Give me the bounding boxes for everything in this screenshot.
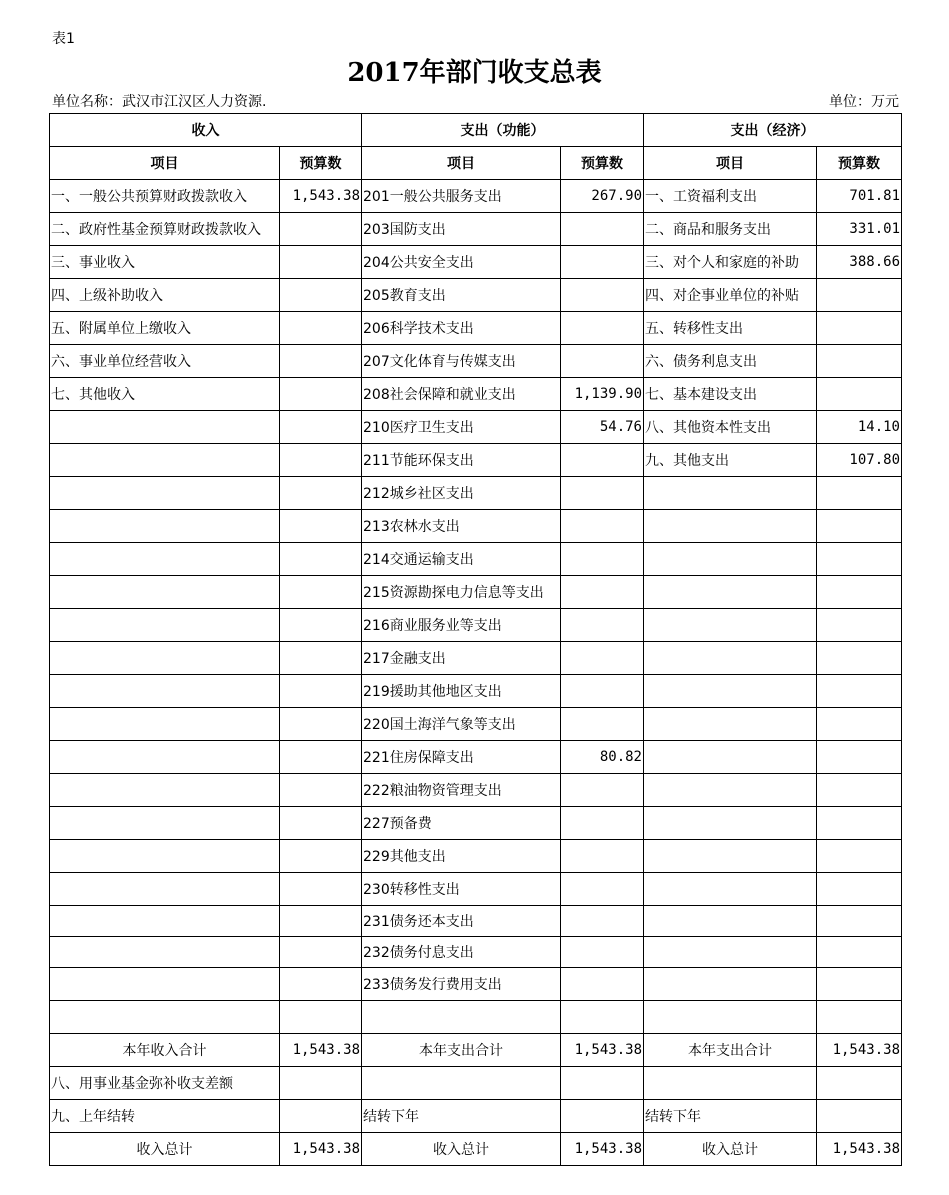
income-budget (280, 279, 362, 312)
income-budget (280, 906, 362, 937)
table-row (50, 708, 902, 741)
econ-budget (817, 840, 902, 873)
carry-forward-label: 结转下年 (644, 1100, 817, 1133)
table-row (50, 411, 902, 444)
income-item (50, 1001, 280, 1034)
income-item (50, 477, 280, 510)
econ-item (644, 510, 817, 543)
income-item (50, 708, 280, 741)
currency-unit: 单位：万元 (829, 94, 899, 110)
table-row (50, 444, 902, 477)
func-item: 203国防支出 (362, 213, 561, 246)
econ-item: 八、其他资本性支出 (644, 411, 817, 444)
income-budget (280, 807, 362, 840)
table-row (50, 906, 902, 937)
carry-forward-label: 结转下年 (362, 1100, 561, 1133)
income-item: 五、附属单位上缴收入 (50, 312, 280, 345)
exp-econ-header: 支出（经济） (644, 114, 902, 147)
income-item (50, 609, 280, 642)
func-budget (561, 774, 644, 807)
econ-budget: 331.01 (817, 213, 902, 246)
col-header-budget: 预算数 (280, 147, 362, 180)
econ-item (644, 609, 817, 642)
econ-budget (817, 378, 902, 411)
func-item: 217金融支出 (362, 642, 561, 675)
econ-item: 六、债务利息支出 (644, 345, 817, 378)
income-budget: 1,543.38 (280, 180, 362, 213)
func-item: 227预备费 (362, 807, 561, 840)
func-item: 212城乡社区支出 (362, 477, 561, 510)
income-item (50, 543, 280, 576)
subtotal-value: 1,543.38 (280, 1034, 362, 1067)
econ-budget (817, 807, 902, 840)
func-item: 201一般公共服务支出 (362, 180, 561, 213)
econ-budget: 388.66 (817, 246, 902, 279)
econ-item (644, 840, 817, 873)
func-item: 220国土海洋气象等支出 (362, 708, 561, 741)
table-row (50, 213, 902, 246)
func-budget (561, 807, 644, 840)
func-budget: 80.82 (561, 741, 644, 774)
table-row (50, 741, 902, 774)
econ-item: 二、商品和服务支出 (644, 213, 817, 246)
carryover-row (50, 1100, 902, 1133)
econ-item (644, 708, 817, 741)
income-item (50, 937, 280, 968)
econ-item (644, 1001, 817, 1034)
func-item: 216商业服务业等支出 (362, 609, 561, 642)
func-budget (561, 708, 644, 741)
func-budget (561, 213, 644, 246)
econ-budget (817, 774, 902, 807)
econ-item (644, 543, 817, 576)
func-budget (561, 937, 644, 968)
income-budget (280, 774, 362, 807)
econ-budget (817, 906, 902, 937)
econ-budget (817, 279, 902, 312)
func-item: 210医疗卫生支出 (362, 411, 561, 444)
func-budget (561, 906, 644, 937)
table-row (50, 873, 902, 906)
func-budget (561, 246, 644, 279)
income-budget (280, 873, 362, 906)
col-header-item: 项目 (644, 147, 817, 180)
func-budget (561, 477, 644, 510)
table-row (50, 675, 902, 708)
econ-budget (817, 873, 902, 906)
header-row-columns (50, 147, 902, 180)
income-item: 六、事业单位经营收入 (50, 345, 280, 378)
income-item (50, 906, 280, 937)
subtotal-value: 1,543.38 (561, 1034, 644, 1067)
grand-total-row (50, 1133, 902, 1166)
income-budget (280, 312, 362, 345)
table-row (50, 840, 902, 873)
func-item: 222粮油物资管理支出 (362, 774, 561, 807)
econ-item (644, 873, 817, 906)
income-budget (280, 642, 362, 675)
table-row (50, 576, 902, 609)
income-budget (280, 741, 362, 774)
econ-item: 五、转移性支出 (644, 312, 817, 345)
exp-func-header: 支出（功能） (362, 114, 644, 147)
econ-budget (817, 675, 902, 708)
income-item (50, 642, 280, 675)
income-budget (280, 246, 362, 279)
func-item: 204公共安全支出 (362, 246, 561, 279)
income-item (50, 510, 280, 543)
func-item: 208社会保障和就业支出 (362, 378, 561, 411)
table-cell (644, 1067, 817, 1100)
func-budget (561, 642, 644, 675)
total-value: 1,543.38 (817, 1133, 902, 1166)
table-row (50, 378, 902, 411)
econ-budget: 14.10 (817, 411, 902, 444)
table-cell (280, 1067, 362, 1100)
econ-budget (817, 510, 902, 543)
func-budget (561, 873, 644, 906)
econ-budget (817, 1001, 902, 1034)
total-value: 1,543.38 (280, 1133, 362, 1166)
table-row (50, 543, 902, 576)
func-budget (561, 840, 644, 873)
table-cell (280, 1100, 362, 1133)
income-item: 三、事业收入 (50, 246, 280, 279)
econ-budget (817, 576, 902, 609)
econ-item (644, 774, 817, 807)
econ-item (644, 937, 817, 968)
econ-item (644, 642, 817, 675)
func-budget (561, 279, 644, 312)
econ-budget (817, 345, 902, 378)
subtotal-row (50, 1034, 902, 1067)
total-value: 1,543.38 (561, 1133, 644, 1166)
table-body (50, 180, 902, 1034)
col-header-item: 项目 (50, 147, 280, 180)
fund-balance-label: 八、用事业基金弥补收支差额 (50, 1067, 280, 1100)
table-row (50, 477, 902, 510)
func-item: 229其他支出 (362, 840, 561, 873)
table-row (50, 968, 902, 1001)
table-cell (561, 1067, 644, 1100)
col-header-item: 项目 (362, 147, 561, 180)
econ-item: 七、基本建设支出 (644, 378, 817, 411)
income-budget (280, 378, 362, 411)
func-budget (561, 675, 644, 708)
income-item (50, 774, 280, 807)
table-cell (817, 1067, 902, 1100)
func-budget (561, 576, 644, 609)
econ-item: 四、对企事业单位的补贴 (644, 279, 817, 312)
func-item: 221住房保障支出 (362, 741, 561, 774)
table-row (50, 642, 902, 675)
income-budget (280, 510, 362, 543)
table-row (50, 1001, 902, 1034)
income-item (50, 873, 280, 906)
income-budget (280, 444, 362, 477)
func-item: 219援助其他地区支出 (362, 675, 561, 708)
subtotal-value: 1,543.38 (817, 1034, 902, 1067)
total-label: 收入总计 (50, 1133, 280, 1166)
table-row (50, 937, 902, 968)
func-item (362, 1001, 561, 1034)
table-row (50, 609, 902, 642)
func-item: 215资源勘探电力信息等支出 (362, 576, 561, 609)
col-header-budget: 预算数 (561, 147, 644, 180)
func-item: 230转移性支出 (362, 873, 561, 906)
econ-item (644, 675, 817, 708)
total-label: 收入总计 (644, 1133, 817, 1166)
table-row (50, 180, 902, 213)
econ-item (644, 741, 817, 774)
income-budget (280, 840, 362, 873)
unit-name: 单位名称：武汉市江汉区人力资源. (52, 94, 267, 110)
table-row (50, 345, 902, 378)
func-budget (561, 345, 644, 378)
table-row (50, 279, 902, 312)
econ-budget: 107.80 (817, 444, 902, 477)
income-item (50, 840, 280, 873)
table-number: 表1 (52, 31, 75, 47)
econ-item (644, 968, 817, 1001)
econ-item: 九、其他支出 (644, 444, 817, 477)
func-item: 213农林水支出 (362, 510, 561, 543)
table-row (50, 246, 902, 279)
econ-budget (817, 543, 902, 576)
econ-budget (817, 968, 902, 1001)
income-budget (280, 708, 362, 741)
income-budget (280, 576, 362, 609)
func-budget: 1,139.90 (561, 378, 644, 411)
func-budget (561, 968, 644, 1001)
func-item: 232债务付息支出 (362, 937, 561, 968)
func-item: 231债务还本支出 (362, 906, 561, 937)
func-budget (561, 1001, 644, 1034)
income-budget (280, 477, 362, 510)
page-title: 2017年部门收支总表 (347, 58, 602, 88)
income-item (50, 444, 280, 477)
econ-item: 一、工资福利支出 (644, 180, 817, 213)
econ-budget (817, 937, 902, 968)
econ-budget (817, 609, 902, 642)
table-cell (561, 1100, 644, 1133)
income-budget (280, 345, 362, 378)
func-budget (561, 312, 644, 345)
func-budget (561, 543, 644, 576)
income-item: 二、政府性基金预算财政拨款收入 (50, 213, 280, 246)
econ-budget (817, 477, 902, 510)
econ-item (644, 807, 817, 840)
table-cell (362, 1067, 561, 1100)
income-item (50, 675, 280, 708)
income-item (50, 741, 280, 774)
income-header: 收入 (50, 114, 362, 147)
func-item: 233债务发行费用支出 (362, 968, 561, 1001)
income-item: 一、一般公共预算财政拨款收入 (50, 180, 280, 213)
income-item: 四、上级补助收入 (50, 279, 280, 312)
econ-item (644, 906, 817, 937)
income-item (50, 576, 280, 609)
func-budget (561, 444, 644, 477)
func-item: 205教育支出 (362, 279, 561, 312)
func-item: 214交通运输支出 (362, 543, 561, 576)
income-budget (280, 1001, 362, 1034)
func-item: 207文化体育与传媒支出 (362, 345, 561, 378)
budget-table (49, 113, 902, 1166)
income-budget (280, 543, 362, 576)
table-row (50, 312, 902, 345)
econ-budget (817, 741, 902, 774)
header-row-groups (50, 114, 902, 147)
col-header-budget: 预算数 (817, 147, 902, 180)
subtotal-label: 本年支出合计 (362, 1034, 561, 1067)
income-budget (280, 968, 362, 1001)
econ-item: 三、对个人和家庭的补助 (644, 246, 817, 279)
func-budget: 267.90 (561, 180, 644, 213)
income-item (50, 968, 280, 1001)
income-budget (280, 213, 362, 246)
carryover-label: 九、上年结转 (50, 1100, 280, 1133)
func-budget: 54.76 (561, 411, 644, 444)
func-item: 206科学技术支出 (362, 312, 561, 345)
subtotal-label: 本年收入合计 (50, 1034, 280, 1067)
func-budget (561, 609, 644, 642)
econ-budget: 701.81 (817, 180, 902, 213)
table-cell (817, 1100, 902, 1133)
subtotal-label: 本年支出合计 (644, 1034, 817, 1067)
income-budget (280, 675, 362, 708)
econ-budget (817, 312, 902, 345)
func-budget (561, 510, 644, 543)
func-item: 211节能环保支出 (362, 444, 561, 477)
table-row (50, 807, 902, 840)
income-item (50, 807, 280, 840)
fund-balance-row (50, 1067, 902, 1100)
table-row (50, 774, 902, 807)
income-item: 七、其他收入 (50, 378, 280, 411)
income-budget (280, 609, 362, 642)
total-label: 收入总计 (362, 1133, 561, 1166)
econ-budget (817, 708, 902, 741)
income-budget (280, 411, 362, 444)
econ-item (644, 576, 817, 609)
income-budget (280, 937, 362, 968)
income-item (50, 411, 280, 444)
table-row (50, 510, 902, 543)
econ-item (644, 477, 817, 510)
econ-budget (817, 642, 902, 675)
